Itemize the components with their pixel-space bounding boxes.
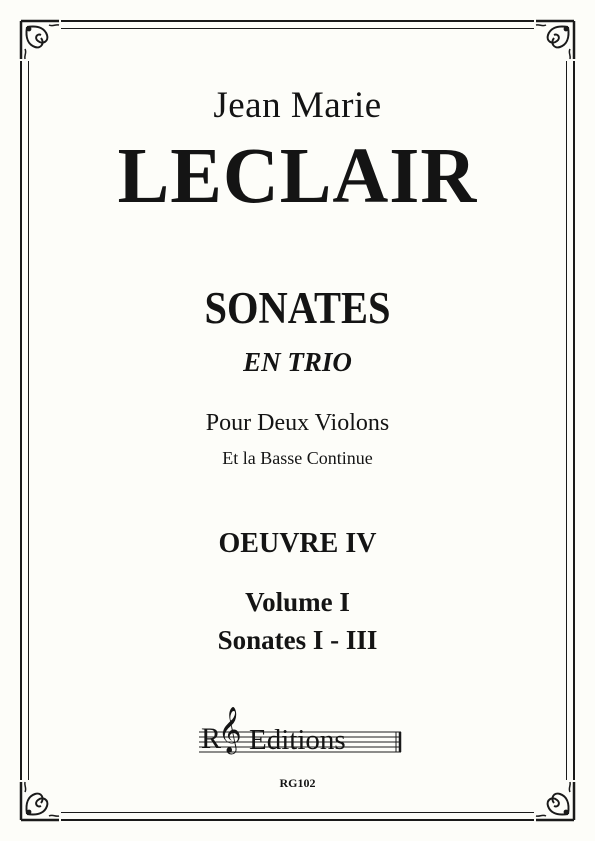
instrumentation-line-2: Et la Basse Continue bbox=[222, 448, 373, 468]
logo-letter-r: R bbox=[201, 722, 222, 755]
composer-last-name: LECLAIR bbox=[117, 133, 478, 220]
composer-first-name: Jean Marie bbox=[213, 85, 382, 126]
logo-editions-text: Editions bbox=[249, 724, 346, 756]
publisher-logo bbox=[197, 700, 405, 762]
catalog-code: RG102 bbox=[279, 776, 316, 790]
treble-clef-icon: 𝄞 bbox=[218, 707, 242, 753]
volume-label: Volume I bbox=[245, 587, 350, 617]
instrumentation-line-1: Pour Deux Violons bbox=[205, 410, 390, 436]
opus-number: OEUVRE IV bbox=[218, 528, 377, 559]
sonatas-range: Sonates I - III bbox=[217, 625, 378, 655]
corner-ornament-icon bbox=[534, 19, 576, 61]
work-subtitle: EN TRIO bbox=[243, 347, 352, 377]
work-title: SONATES bbox=[204, 283, 391, 333]
corner-ornament-icon bbox=[19, 19, 61, 61]
